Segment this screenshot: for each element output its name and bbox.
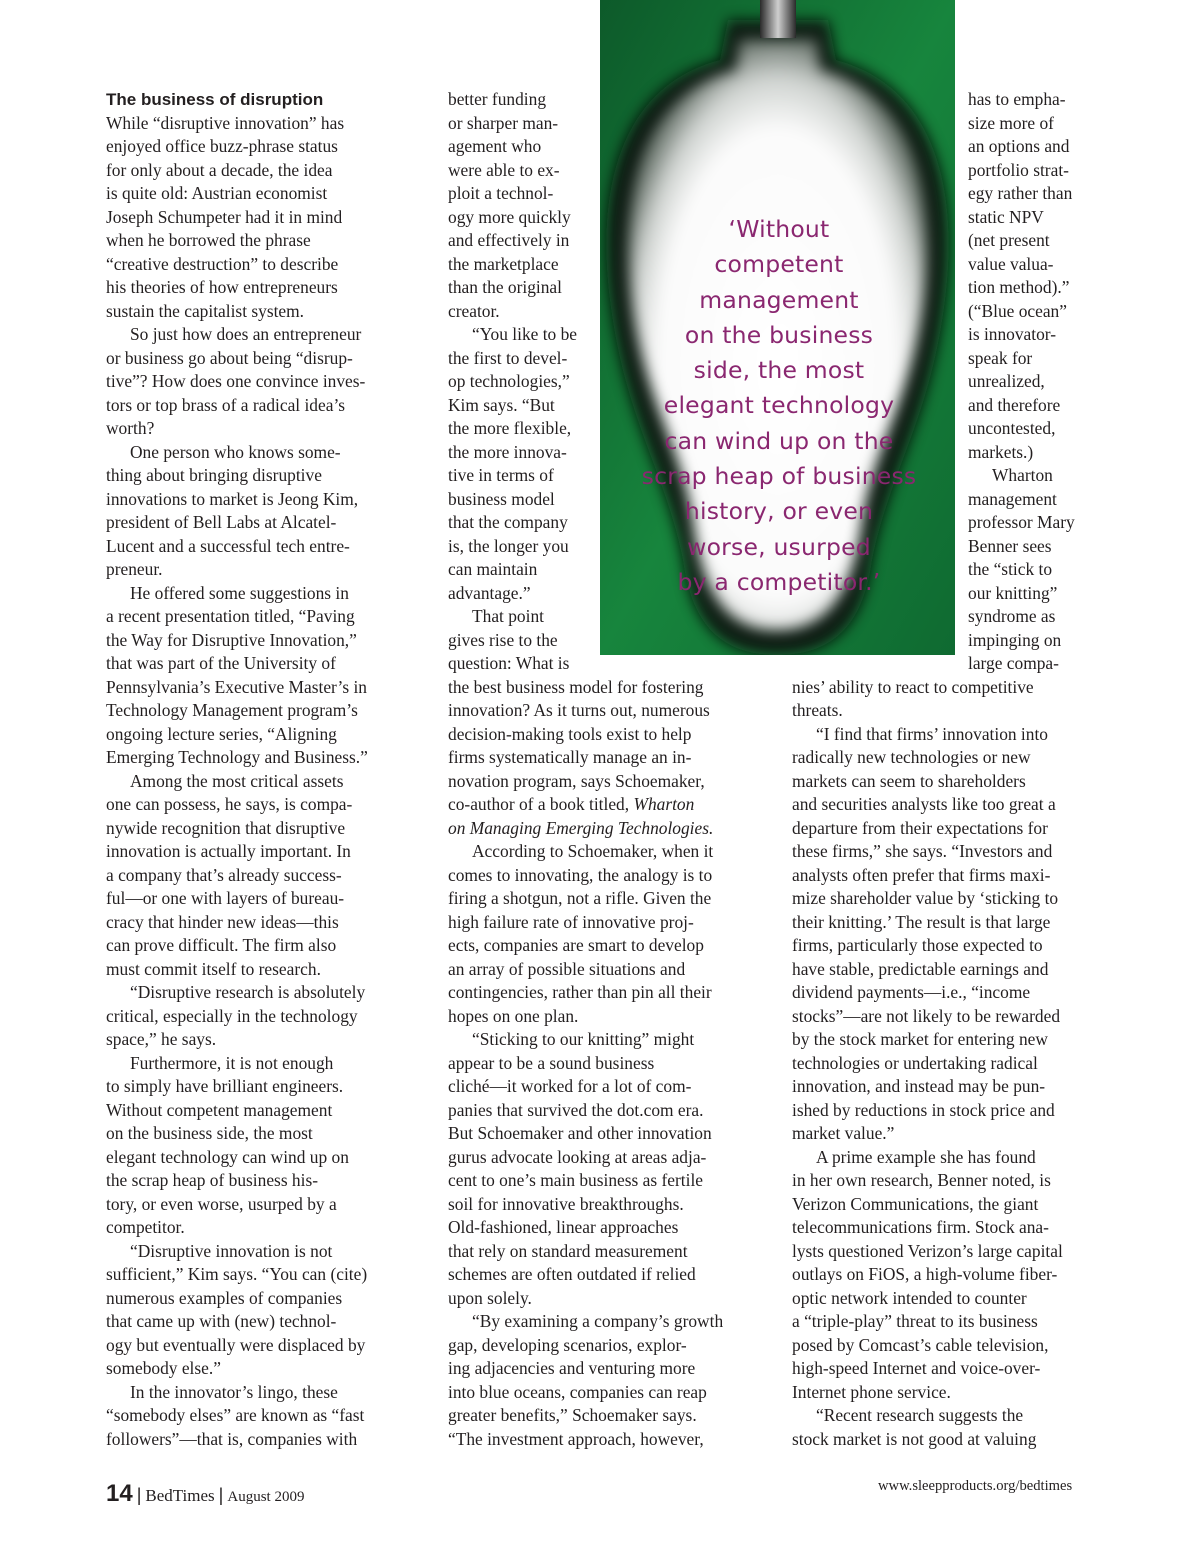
- text-line: “somebody elses” are known as “fast: [106, 1405, 365, 1425]
- text-line: But Schoemaker and other innovation: [448, 1123, 712, 1143]
- text-line: Joseph Schumpeter had it in mind: [106, 206, 343, 227]
- text-line: professor Mary: [968, 512, 1075, 532]
- text-line: markets.): [968, 441, 1034, 462]
- pull-quote-line: history, or even: [684, 497, 874, 526]
- text-line: impinging on: [968, 629, 1062, 650]
- text-line: is, the longer you: [448, 535, 569, 556]
- text-line: “By examining a company’s growth: [472, 1311, 724, 1331]
- text-line: for only about a decade, the idea: [106, 159, 333, 180]
- text-line: innovation, and instead may be pun-: [792, 1076, 1046, 1096]
- text-line: management: [968, 488, 1057, 509]
- text-line: an array of possible situations and: [448, 958, 686, 979]
- text-line: the more flexible,: [448, 418, 572, 438]
- text-line: elegant technology can wind up on: [106, 1146, 349, 1167]
- text-line: threats.: [792, 700, 843, 720]
- text-line: must commit itself to research.: [106, 958, 321, 979]
- text-line: “Recent research suggests the: [816, 1405, 1024, 1425]
- issue-date: August 2009: [227, 1489, 305, 1505]
- text-line: mize shareholder value by ‘sticking to: [792, 888, 1059, 908]
- text-line: somebody else.”: [106, 1358, 221, 1378]
- text-line: Old-fashioned, linear approaches: [448, 1217, 679, 1237]
- text-line: high-speed Internet and voice-over-: [792, 1358, 1041, 1378]
- text-line: ects, companies are smart to develop: [448, 935, 704, 955]
- text-line: nies’ ability to react to competitive: [792, 676, 1034, 697]
- page-number: 14: [106, 1480, 133, 1507]
- text-line: firms, particularly those expected to: [792, 935, 1043, 955]
- text-line: (“Blue ocean”: [968, 300, 1067, 321]
- pull-quote-line: side, the most: [693, 356, 865, 385]
- text-line: radically new technologies or new: [792, 747, 1031, 767]
- pull-quote: [640, 212, 918, 600]
- text-line: A prime example she has found: [816, 1146, 1036, 1167]
- text-line: sustain the capitalist system.: [106, 300, 305, 321]
- text-line: op technologies,”: [448, 371, 570, 391]
- text-line: or sharper man-: [448, 112, 559, 133]
- text-line: an options and: [968, 136, 1070, 156]
- pull-quote-line: on the business: [684, 320, 874, 349]
- text-line: ing adjacencies and venturing more: [448, 1358, 696, 1378]
- text-line: better funding: [448, 89, 547, 109]
- text-line: tion method).”: [968, 277, 1070, 297]
- text-line: agement who: [448, 136, 542, 156]
- text-line: Technology Management program’s: [106, 700, 358, 720]
- text-line: a “triple-play” threat to its business: [792, 1311, 1038, 1331]
- text-line: worth?: [106, 418, 155, 438]
- section-heading: The business of disruption: [106, 90, 324, 109]
- text-line: the more innova-: [448, 441, 567, 462]
- text-line: While “disruptive innovation” has: [106, 112, 345, 133]
- text-line: greater benefits,” Schoemaker says.: [448, 1405, 697, 1425]
- text-line: “The investment approach, however,: [448, 1428, 704, 1449]
- text-line: telecommunications firm. Stock ana-: [792, 1217, 1049, 1237]
- text-line: our knitting”: [968, 582, 1058, 603]
- text-line: Furthermore, it is not enough: [130, 1052, 334, 1073]
- pull-quote-line: can wind up on the: [664, 426, 894, 455]
- text-line: that was part of the University of: [106, 653, 336, 673]
- text-line: and securities analysts like too great a: [792, 794, 1056, 814]
- text-line: than the original: [448, 277, 562, 297]
- text-line: in her own research, Benner noted, is: [792, 1170, 1051, 1190]
- text-line: uncontested,: [968, 418, 1056, 438]
- text-line: cliché—it worked for a lot of com-: [448, 1076, 692, 1096]
- text-line: critical, especially in the technology: [106, 1005, 358, 1026]
- page-footer: [106, 1480, 304, 1508]
- footer-separator-2: |: [218, 1485, 224, 1505]
- text-line: and therefore: [968, 394, 1061, 415]
- text-line: Benner sees: [968, 535, 1052, 556]
- text-line: innovation? As it turns out, numerous: [448, 700, 710, 720]
- text-line: Among the most critical assets: [130, 770, 344, 791]
- text-line: contingencies, rather than pin all their: [448, 982, 712, 1002]
- text-line: Kim says. “But: [448, 394, 555, 415]
- text-line: “I find that firms’ innovation into: [816, 723, 1048, 744]
- text-line: business model: [448, 488, 555, 509]
- text-line: size more of: [968, 112, 1054, 133]
- text-line: Without competent management: [106, 1099, 333, 1120]
- text-line: value valua-: [968, 253, 1054, 274]
- text-line: or business go about being “disrup-: [106, 347, 353, 368]
- text-line: president of Bell Labs at Alcatel-: [106, 512, 337, 532]
- text-line: comes to innovating, the analogy is to: [448, 864, 713, 885]
- text-line: departure from their expectations for: [792, 817, 1048, 838]
- text-line: cent to one’s main business as fertile: [448, 1170, 703, 1190]
- text-line: dividend payments—i.e., “income: [792, 982, 1031, 1002]
- text-line: the marketplace: [448, 253, 559, 274]
- text-line: into blue oceans, companies can reap: [448, 1381, 707, 1402]
- text-line: static NPV: [968, 206, 1044, 227]
- text-line: One person who knows some-: [130, 441, 341, 462]
- text-line: “Disruptive research is absolutely: [130, 982, 366, 1002]
- text-line: upon solely.: [448, 1287, 532, 1308]
- text-line: can prove difficult. The firm also: [106, 935, 337, 955]
- text-line: schemes are often outdated if relied: [448, 1264, 696, 1284]
- text-line: on the business side, the most: [106, 1123, 313, 1143]
- text-line: creator.: [448, 300, 500, 321]
- text-line: “Disruptive innovation is not: [130, 1240, 333, 1261]
- text-line: “Sticking to our knitting” might: [472, 1029, 695, 1049]
- text-line: a company that’s already success-: [106, 864, 342, 885]
- text-line: space,” he says.: [106, 1029, 217, 1049]
- text-line: nywide recognition that disruptive: [106, 817, 346, 838]
- text-line: Wharton: [992, 465, 1053, 485]
- text-line: have stable, predictable earnings and: [792, 958, 1049, 979]
- text-line: their knitting.’ The result is that large: [792, 911, 1051, 932]
- text-line: unrealized,: [968, 371, 1045, 391]
- text-line: optic network intended to counter: [792, 1287, 1027, 1308]
- text-line: numerous examples of companies: [106, 1287, 343, 1308]
- text-line: ploit a technol-: [448, 183, 554, 203]
- text-line: technologies or undertaking radical: [792, 1052, 1038, 1073]
- pull-quote-line: competent: [714, 250, 844, 279]
- text-line: ful—or one with layers of bureau-: [106, 888, 345, 908]
- text-line: has to empha-: [968, 89, 1066, 109]
- text-line: decision-making tools exist to help: [448, 723, 692, 744]
- text-line: novation program, says Schoemaker,: [448, 770, 705, 791]
- text-line: ogy but eventually were displaced by: [106, 1334, 366, 1355]
- text-line: market value.”: [792, 1123, 895, 1143]
- text-line: tive”? How does one convince inves-: [106, 371, 366, 391]
- text-line: is innovator-: [968, 324, 1057, 344]
- magazine-name: BedTimes: [145, 1486, 215, 1505]
- text-line: In the innovator’s lingo, these: [130, 1381, 338, 1402]
- text-line: when he borrowed the phrase: [106, 230, 311, 250]
- text-line: sufficient,” Kim says. “You can (cite): [106, 1264, 368, 1284]
- text-line: the “stick to: [968, 559, 1053, 579]
- text-line: markets can seem to shareholders: [792, 770, 1026, 791]
- book-title-word: Wharton: [633, 794, 695, 814]
- text-line: Emerging Technology and Business.”: [106, 747, 368, 767]
- text-line: That point: [472, 606, 544, 626]
- text-line: the best business model for fostering: [448, 676, 704, 697]
- text-line: stock market is not good at valuing: [792, 1428, 1037, 1449]
- text-line: his theories of how entrepreneurs: [106, 277, 338, 297]
- text-line: He offered some suggestions in: [130, 582, 349, 603]
- text-line: analysts often prefer that firms maxi-: [792, 864, 1051, 885]
- text-line: ongoing lecture series, “Aligning: [106, 723, 337, 744]
- text-line: Pennsylvania’s Executive Master’s in: [106, 676, 367, 697]
- text-line: outlays on FiOS, a high-volume fiber-: [792, 1264, 1058, 1284]
- text-line: followers”—that is, companies with: [106, 1428, 358, 1449]
- text-line: can maintain: [448, 559, 538, 579]
- text-line: appear to be a sound business: [448, 1052, 655, 1073]
- text-line: is quite old: Austrian economist: [106, 183, 328, 203]
- text-line: thing about bringing disruptive: [106, 465, 322, 485]
- text-line: (net present: [968, 230, 1050, 250]
- text-line: advantage.”: [448, 582, 531, 603]
- text-line: soil for innovative breakthroughs.: [448, 1193, 684, 1214]
- website-url: www.sleepproducts.org/bedtimes: [878, 1478, 1073, 1494]
- pull-quote-line: by a competitor.’: [677, 567, 881, 596]
- text-line: tors or top brass of a radical idea’s: [106, 394, 346, 415]
- text-line: “creative destruction” to describe: [106, 253, 339, 274]
- text-line: high failure rate of innovative proj-: [448, 911, 694, 932]
- text-line: that came up with (new) technol-: [106, 1311, 337, 1331]
- text-line: egy rather than: [968, 183, 1073, 203]
- text-line: these firms,” she says. “Investors and: [792, 841, 1053, 861]
- text-line: enjoyed office buzz-phrase status: [106, 136, 338, 156]
- text-line: speak for: [968, 347, 1033, 368]
- text-line: innovations to market is Jeong Kim,: [106, 488, 359, 509]
- text-line: According to Schoemaker, when it: [472, 841, 714, 861]
- text-line: innovation is actually important. In: [106, 841, 351, 861]
- text-line: So just how does an entrepreneur: [130, 324, 362, 344]
- pull-quote-line: worse, usurped: [687, 532, 871, 561]
- text-segment: co-author of a book titled,: [448, 794, 634, 814]
- text-line: competitor.: [106, 1217, 185, 1237]
- text-line: the Way for Disruptive Innovation,”: [106, 629, 357, 650]
- text-line: gives rise to the: [448, 629, 558, 650]
- book-title: on Managing Emerging Technologies.: [448, 817, 714, 838]
- text-line: and effectively in: [448, 230, 570, 250]
- text-line: “You like to be: [472, 324, 577, 344]
- pull-quote-line: management: [699, 285, 859, 314]
- text-line: ished by reductions in stock price and: [792, 1099, 1055, 1120]
- pull-quote-line: elegant technology: [663, 391, 895, 420]
- text-line: [448, 793, 694, 817]
- text-line: panies that survived the dot.com era.: [448, 1099, 704, 1120]
- text-line: the first to devel-: [448, 347, 568, 368]
- pull-quote-line: ‘Without: [728, 215, 830, 243]
- text-line: the scrap heap of business his-: [106, 1170, 319, 1190]
- text-line: by the stock market for entering new: [792, 1029, 1048, 1049]
- text-line: preneur.: [106, 559, 163, 579]
- text-line: hopes on one plan.: [448, 1005, 579, 1026]
- text-line: portfolio strat-: [968, 159, 1069, 180]
- text-line: Verizon Communications, the giant: [792, 1193, 1039, 1214]
- text-line: firms systematically manage an in-: [448, 747, 692, 767]
- text-line: one can possess, he says, is compa-: [106, 794, 353, 814]
- text-line: that the company: [448, 512, 568, 532]
- footer-separator: |: [136, 1485, 142, 1505]
- text-line: tory, or even worse, usurped by a: [106, 1193, 337, 1214]
- text-line: syndrome as: [968, 606, 1056, 626]
- text-line: gap, developing scenarios, explor-: [448, 1334, 687, 1355]
- text-line: stocks”—are not likely to be rewarded: [792, 1005, 1061, 1026]
- text-line: gurus advocate looking at areas adja-: [448, 1146, 707, 1167]
- text-line: posed by Comcast’s cable television,: [792, 1334, 1049, 1355]
- pull-quote-line: scrap heap of business: [641, 462, 917, 491]
- text-line: to simply have brilliant engineers.: [106, 1076, 344, 1096]
- text-line: that rely on standard measurement: [448, 1240, 688, 1261]
- text-line: ogy more quickly: [448, 206, 571, 227]
- text-line: tive in terms of: [448, 465, 554, 485]
- text-line: question: What is: [448, 653, 570, 673]
- text-line: large compa-: [968, 653, 1059, 673]
- text-line: firing a shotgun, not a rifle. Given the: [448, 888, 712, 908]
- text-line: Internet phone service.: [792, 1381, 951, 1402]
- text-line: cracy that hinder new ideas—this: [106, 911, 339, 932]
- text-line: lysts questioned Verizon’s large capital: [792, 1240, 1063, 1261]
- text-line: a recent presentation titled, “Paving: [106, 606, 355, 626]
- text-line: [448, 817, 713, 841]
- text-line: were able to ex-: [448, 159, 560, 180]
- text-line: Lucent and a successful tech entre-: [106, 535, 350, 556]
